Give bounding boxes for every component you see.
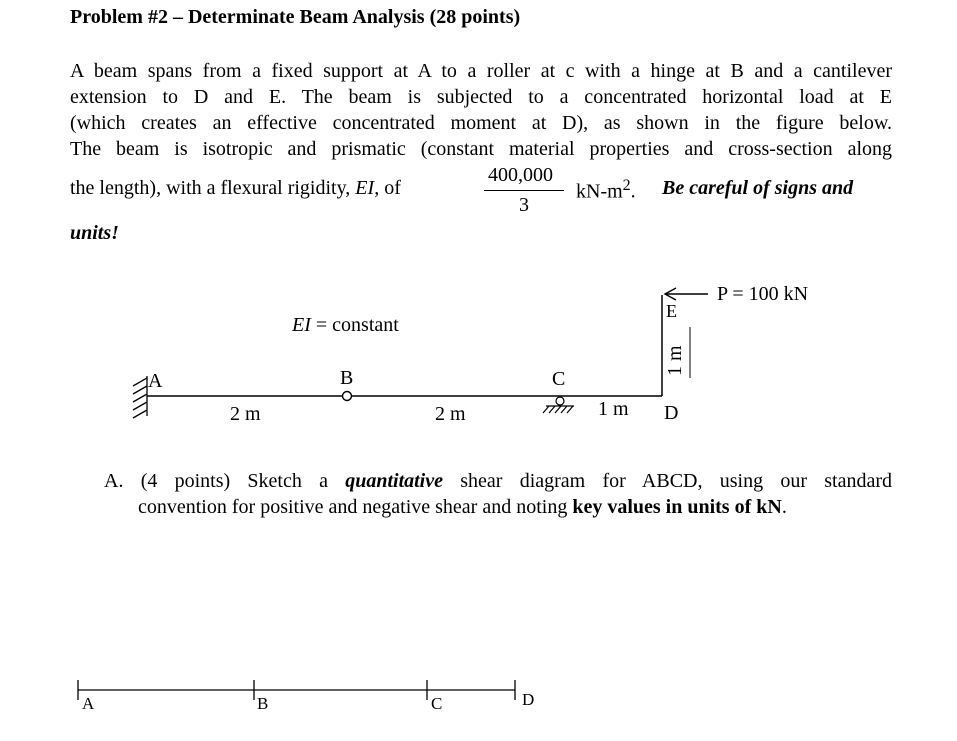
label-point-e: E — [666, 301, 677, 321]
load-arrow — [665, 288, 708, 300]
intro-line-3: (which creates an effective concentrated moment at D), as shown in the figure below. — [70, 112, 892, 134]
ei-symbol: EI — [355, 177, 375, 199]
intro-line-4: The beam is isotropic and prismatic (constant material properties and cross-section along — [70, 138, 892, 160]
intro-line-1: A beam spans from a fixed support at A to a roller at c with a hinge at B and a cantilever — [70, 60, 892, 82]
intro-line-2: extension to D and E. The beam is subjected to a concentrated horizontal load at E — [70, 86, 892, 108]
ei-constant-label: EI = constant — [292, 314, 399, 336]
axis-label-b: B — [257, 694, 269, 713]
intro-line-5: the length), with a flexural rigidity, EI, of — [70, 177, 401, 199]
roller-support-c — [543, 397, 574, 413]
label-point-c: C — [552, 368, 566, 390]
span-ab-label: 2 m — [230, 403, 261, 425]
warning-text: Be careful of signs and — [662, 177, 854, 199]
shear-axis — [78, 680, 515, 700]
hinge-b — [343, 392, 352, 401]
axis-label-d: D — [522, 690, 535, 709]
warning-text-end: units! — [70, 222, 119, 244]
label-point-d: D — [664, 402, 679, 424]
problem-title: Problem #2 – Determinate Beam Analysis (28 points) — [70, 6, 521, 28]
fixed-support — [133, 376, 147, 418]
axis-label-a: A — [82, 694, 95, 713]
fraction-numerator: 400,000 — [488, 164, 553, 186]
span-cd-label: 1 m — [598, 398, 629, 420]
span-de-label: 1 m — [664, 345, 686, 376]
units-kn-m2: $kN-m^2$. — [576, 177, 636, 203]
label-point-a: A — [148, 370, 163, 392]
axis-label-c: C — [431, 694, 443, 713]
fraction-denominator: 3 — [519, 194, 529, 216]
span-bc-label: 2 m — [435, 403, 466, 425]
label-point-b: B — [340, 367, 354, 389]
question-a: A. (4 points) Sketch a quantitative shear diagram for ABCD, using our standard convention for positive and negative shear and noting key values in units of kN. — [104, 470, 892, 518]
load-label: P = 100 kN — [717, 283, 809, 305]
